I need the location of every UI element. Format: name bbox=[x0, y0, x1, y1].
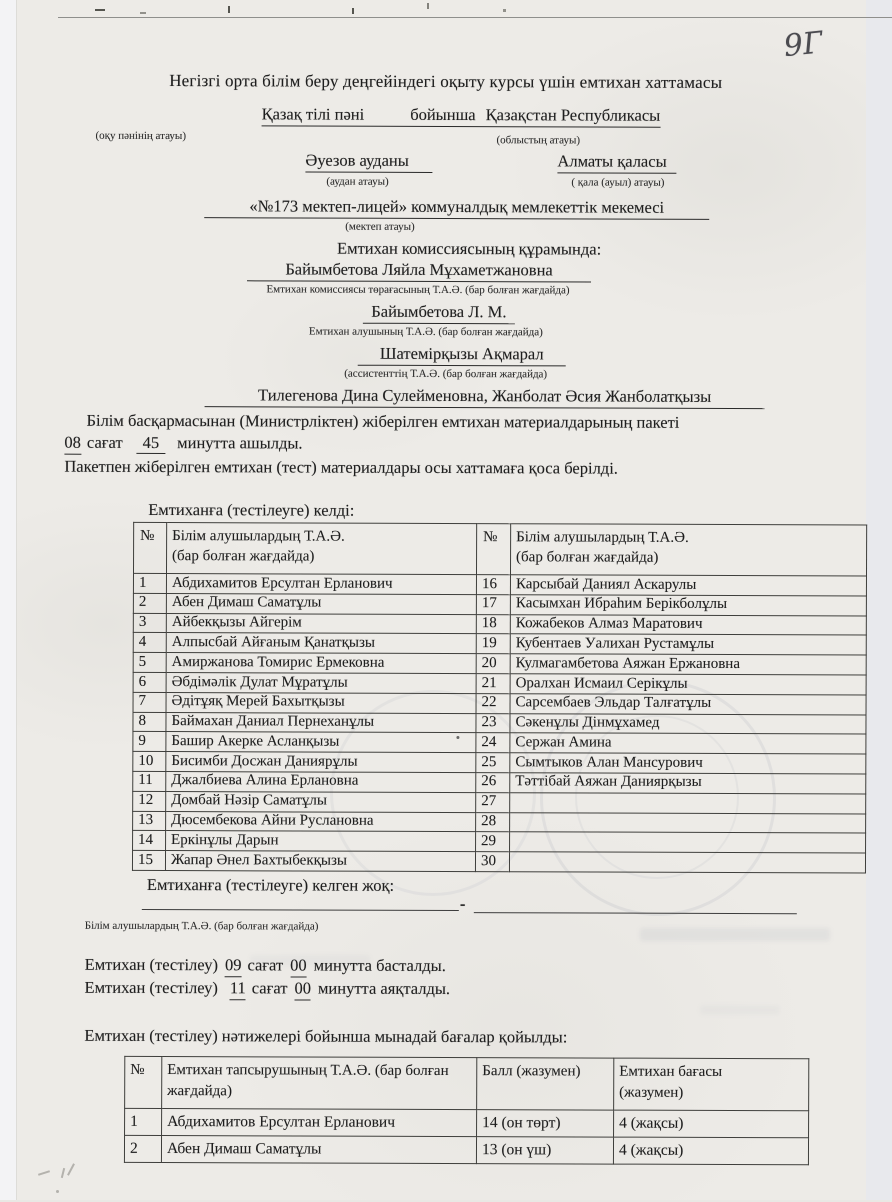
attendance-name-right bbox=[510, 832, 866, 853]
timing-hour-word: сағат bbox=[247, 955, 283, 975]
attendance-row bbox=[133, 712, 866, 734]
examiner-label: Емтихан алушының Т.А.Ә. (бар болған жағдайда) bbox=[302, 325, 550, 338]
attendance-no-left: 11 bbox=[133, 771, 166, 791]
results-col-grade-line2: (жазумен) bbox=[619, 1083, 803, 1105]
attendance-name-left: Джалбиева Алина Ерлановна bbox=[166, 771, 476, 792]
package-open-time-line bbox=[64, 433, 302, 456]
attendance-table-header bbox=[133, 522, 866, 576]
end-tail: минутта аяқталды. bbox=[318, 979, 450, 999]
timing-hour-word-2: сағат bbox=[252, 978, 288, 998]
attendance-name-right: Кожабеков Алмаз Маратович bbox=[510, 614, 866, 635]
attendance-row bbox=[133, 771, 866, 793]
attendance-row bbox=[133, 831, 866, 853]
start-minute: 00 bbox=[290, 955, 307, 977]
attendance-no-right: 29 bbox=[476, 832, 510, 852]
district-value: Әуезов ауданы bbox=[305, 151, 432, 173]
attendance-no-left: 14 bbox=[133, 831, 166, 851]
attendance-row bbox=[133, 633, 866, 655]
results-table bbox=[124, 1056, 809, 1165]
attendance-name-left: Әдітұяқ Мерей Бахытқызы bbox=[166, 692, 476, 713]
attendance-col-name-right-line2: (бар болған жағдайда) bbox=[516, 547, 861, 568]
attendance-row bbox=[133, 653, 866, 675]
attendance-name-right bbox=[509, 852, 865, 873]
attendance-name-left: Әбдімәлік Дулат Мұратұлы bbox=[166, 673, 476, 694]
attendance-no-left: 7 bbox=[133, 692, 166, 712]
package-line2: Пакетпен жіберілген емтихан (тест) материалдары осы хаттамаға қоса берілді. bbox=[64, 457, 804, 479]
attendance-name-left: Жапар Әнел Бахтыбекқызы bbox=[165, 851, 475, 872]
attendance-name-right: Сымтыков Алан Мансурович bbox=[510, 753, 866, 774]
results-row bbox=[124, 1135, 808, 1164]
attendance-no-left: 15 bbox=[132, 851, 165, 871]
results-row-grade: 4 (жақсы) bbox=[613, 1137, 808, 1165]
attendance-name-left: Еркінұлы Дарын bbox=[166, 831, 476, 852]
attendance-name-right: Сарсембаев Эльдар Талғатұлы bbox=[510, 694, 866, 715]
attendance-name-right: Кубентаев Уалихан Рустамұлы bbox=[510, 634, 866, 655]
attendance-no-left: 1 bbox=[133, 573, 166, 593]
attendance-row bbox=[133, 732, 866, 754]
timing-prefix: Емтихан (тестілеу) bbox=[85, 955, 218, 975]
end-hour: 11 bbox=[230, 978, 246, 1000]
results-col-name: Емтихан тапсырушының Т.А.Ә. (бар болған жағдайда) bbox=[162, 1057, 477, 1110]
attendance-name-right: Касымхан Ибраһим Берікболұлы bbox=[510, 595, 866, 616]
results-row-no: 2 bbox=[124, 1135, 161, 1162]
results-row-score: 14 (он төрт) bbox=[477, 1110, 614, 1137]
attendance-no-right: 21 bbox=[476, 674, 510, 694]
attendance-col-name-left bbox=[166, 523, 476, 575]
attendance-name-left: Бисимби Досжан Даниярұлы bbox=[166, 752, 476, 773]
results-table-header bbox=[125, 1056, 809, 1110]
attendance-name-left: Башир Акерке Асланқызы bbox=[166, 732, 476, 753]
attendance-col-name-left-line2: (бар болған жағдайда) bbox=[172, 546, 471, 567]
additional-members-names: Тилегенова Дина Сулейменовна, Жанболат Әсия Жанболатқызы bbox=[205, 385, 765, 409]
subject-region-field bbox=[262, 104, 661, 127]
commission-chair-label: Емтихан комиссиясы төрағасының Т.А.Ә. (бар болған жағдайда) bbox=[227, 283, 609, 296]
attendance-col-no-left: № bbox=[133, 522, 166, 573]
attendance-name-right: Кулмагамбетова Аяжан Ержановна bbox=[510, 654, 866, 675]
commission-chair-name: Байымбетова Ляйла Мұхаметжановна bbox=[247, 259, 591, 282]
attendance-name-right: Сәкенұлы Дінмұхамед bbox=[510, 713, 866, 734]
attendance-row bbox=[133, 573, 866, 595]
attendance-no-left: 13 bbox=[133, 811, 166, 831]
attendance-no-left: 2 bbox=[133, 593, 166, 613]
subject-field-label: (оқу пәнінің атауы) bbox=[96, 130, 187, 142]
attendance-name-left: Абдихамитов Ерсултан Ерланович bbox=[166, 574, 476, 595]
start-tail: минутта басталды. bbox=[314, 956, 446, 976]
timing-prefix-2: Емтихан (тестілеу) bbox=[85, 978, 218, 998]
attendance-no-right: 28 bbox=[476, 812, 510, 832]
attendance-no-right: 23 bbox=[476, 713, 510, 733]
attendance-row bbox=[133, 593, 866, 615]
attendance-no-right: 19 bbox=[476, 634, 510, 654]
results-row-score: 13 (он үш) bbox=[476, 1137, 613, 1164]
package-line1: Білім басқармасынан (Министрліктен) жіберілген емтихан материалдарының пакеті bbox=[86, 411, 802, 433]
package-open-minute: 45 bbox=[137, 433, 166, 454]
attendance-no-right: 17 bbox=[476, 594, 510, 614]
attendance-no-right: 18 bbox=[476, 614, 510, 634]
results-row-grade: 4 (жақсы) bbox=[614, 1110, 809, 1138]
results-row-name: Абдихамитов Ерсултан Ерланович bbox=[162, 1109, 477, 1137]
attendance-table bbox=[132, 522, 867, 874]
city-value: Алматы қаласы bbox=[557, 151, 676, 173]
end-minute: 00 bbox=[294, 978, 311, 1000]
results-col-grade bbox=[614, 1058, 809, 1111]
attendance-col-name-left-line1: Білім алушылардың Т.А.Ә. bbox=[172, 526, 471, 547]
attendance-no-right: 20 bbox=[476, 654, 510, 674]
commission-heading: Емтихан комиссиясының құрамында: bbox=[249, 238, 689, 259]
attendance-no-left: 5 bbox=[133, 653, 166, 673]
results-table-body bbox=[124, 1108, 808, 1164]
city-field-label: ( қала (ауыл) атауы) bbox=[571, 176, 664, 188]
attendance-no-left: 3 bbox=[133, 613, 166, 633]
attendance-row bbox=[132, 851, 865, 873]
attendance-no-right: 25 bbox=[476, 753, 510, 773]
attendance-no-right: 27 bbox=[476, 792, 510, 812]
absent-blank-line-left bbox=[142, 895, 459, 911]
attendance-name-right: Оралхан Исмаил Серікұлы bbox=[510, 674, 866, 695]
attendance-col-name-right-line1: Білім алушылардың Т.А.Ә. bbox=[516, 527, 861, 548]
attendance-row bbox=[133, 613, 866, 635]
scan-speck bbox=[456, 736, 459, 739]
attendance-name-left: Алпысбай Айғаным Қанатқызы bbox=[166, 633, 476, 654]
attendance-no-right: 24 bbox=[476, 733, 510, 753]
attendance-table-body bbox=[132, 573, 866, 873]
attendance-row bbox=[133, 752, 866, 774]
attendance-row bbox=[133, 672, 866, 694]
attendance-no-right: 26 bbox=[476, 773, 510, 793]
attendance-row bbox=[133, 692, 866, 714]
attendance-heading: Емтиханға (тестілеуге) келді: bbox=[148, 500, 354, 521]
attendance-no-left: 12 bbox=[133, 791, 166, 811]
attendance-name-right: Тәттібай Аяжан Даниярқызы bbox=[510, 773, 866, 794]
attendance-name-left: Дюсембекова Айни Руслановна bbox=[166, 811, 476, 832]
absent-blank-line-right bbox=[474, 898, 797, 914]
attendance-name-right: Сержан Амина bbox=[510, 733, 866, 754]
assistant-name: Шатемірқызы Ақмарал bbox=[358, 344, 566, 367]
attendance-name-right bbox=[510, 812, 866, 833]
document-title: Негізгі орта білім беру деңгейіндегі оқыту курсы үшін емтихан хаттамасы bbox=[90, 71, 802, 94]
package-open-hour: 08 bbox=[64, 433, 81, 455]
absent-heading: Емтиханға (тестілеуге) келген жоқ: bbox=[147, 875, 394, 896]
attendance-no-left: 9 bbox=[133, 732, 166, 752]
subject-connector: бойынша bbox=[410, 105, 475, 125]
absent-field-label: Білім алушылардың Т.А.Ә. (бар болған жағдайда) bbox=[85, 920, 319, 933]
handwritten-page-number: 9Г bbox=[782, 25, 824, 64]
attendance-name-right bbox=[510, 792, 866, 813]
attendance-no-right: 16 bbox=[476, 575, 510, 595]
absent-dash: - bbox=[460, 894, 466, 914]
exam-end-line bbox=[85, 978, 451, 1001]
results-heading: Емтихан (тестілеу) нәтижелері бойынша мынадай бағалар қойылды: bbox=[84, 1026, 567, 1047]
attendance-name-left: Айбекқызы Айгерім bbox=[166, 613, 476, 634]
results-col-grade-line1: Емтихан бағасы bbox=[619, 1062, 803, 1084]
attendance-row bbox=[133, 791, 866, 813]
results-row-no: 1 bbox=[125, 1108, 162, 1135]
start-hour: 09 bbox=[225, 955, 242, 977]
attendance-name-left: Амиржанова Томирис Ермековна bbox=[166, 653, 476, 674]
attendance-row bbox=[133, 811, 866, 833]
region-field-label: (облыстың атауы) bbox=[496, 134, 580, 146]
attendance-no-left: 10 bbox=[133, 752, 166, 772]
results-col-no: № bbox=[125, 1056, 162, 1108]
attendance-name-left: Домбай Нәзір Саматұлы bbox=[166, 791, 476, 812]
subject-value: Қазақ тілі пәні bbox=[262, 104, 365, 124]
school-value: «№173 мектеп-лицей» коммуналдық мемлекеттік мекемесі bbox=[204, 196, 709, 220]
exam-start-line bbox=[85, 955, 446, 978]
district-field-label: (аудан атауы) bbox=[326, 176, 388, 188]
package-open-tail: минутта ашылды. bbox=[177, 433, 302, 453]
attendance-no-left: 6 bbox=[133, 672, 166, 692]
attendance-name-left: Абен Димаш Саматұлы bbox=[166, 593, 476, 614]
attendance-col-no-right: № bbox=[476, 524, 510, 575]
attendance-no-right: 30 bbox=[475, 852, 509, 872]
results-row bbox=[125, 1108, 809, 1137]
results-col-score: Балл (жазумен) bbox=[477, 1058, 614, 1110]
assistant-label: (ассистенттің Т.А.Ә. (бар болған жағдайда) bbox=[322, 368, 570, 381]
region-value: Қазақстан Республикасы bbox=[486, 105, 661, 125]
attendance-name-right: Карсыбай Даниял Аскарулы bbox=[510, 575, 866, 596]
attendance-no-right: 22 bbox=[476, 693, 510, 713]
attendance-no-left: 8 bbox=[133, 712, 166, 732]
results-row-name: Абен Димаш Саматұлы bbox=[161, 1136, 476, 1164]
attendance-no-left: 4 bbox=[133, 633, 166, 653]
attendance-col-name-right bbox=[510, 524, 866, 576]
school-field-label: (мектеп атауы) bbox=[345, 221, 414, 233]
package-hour-word: сағат bbox=[87, 433, 123, 453]
attendance-name-left: Баймахан Даниал Пернеханұлы bbox=[166, 712, 476, 733]
examiner-name: Байымбетова Л. М. bbox=[363, 302, 515, 324]
